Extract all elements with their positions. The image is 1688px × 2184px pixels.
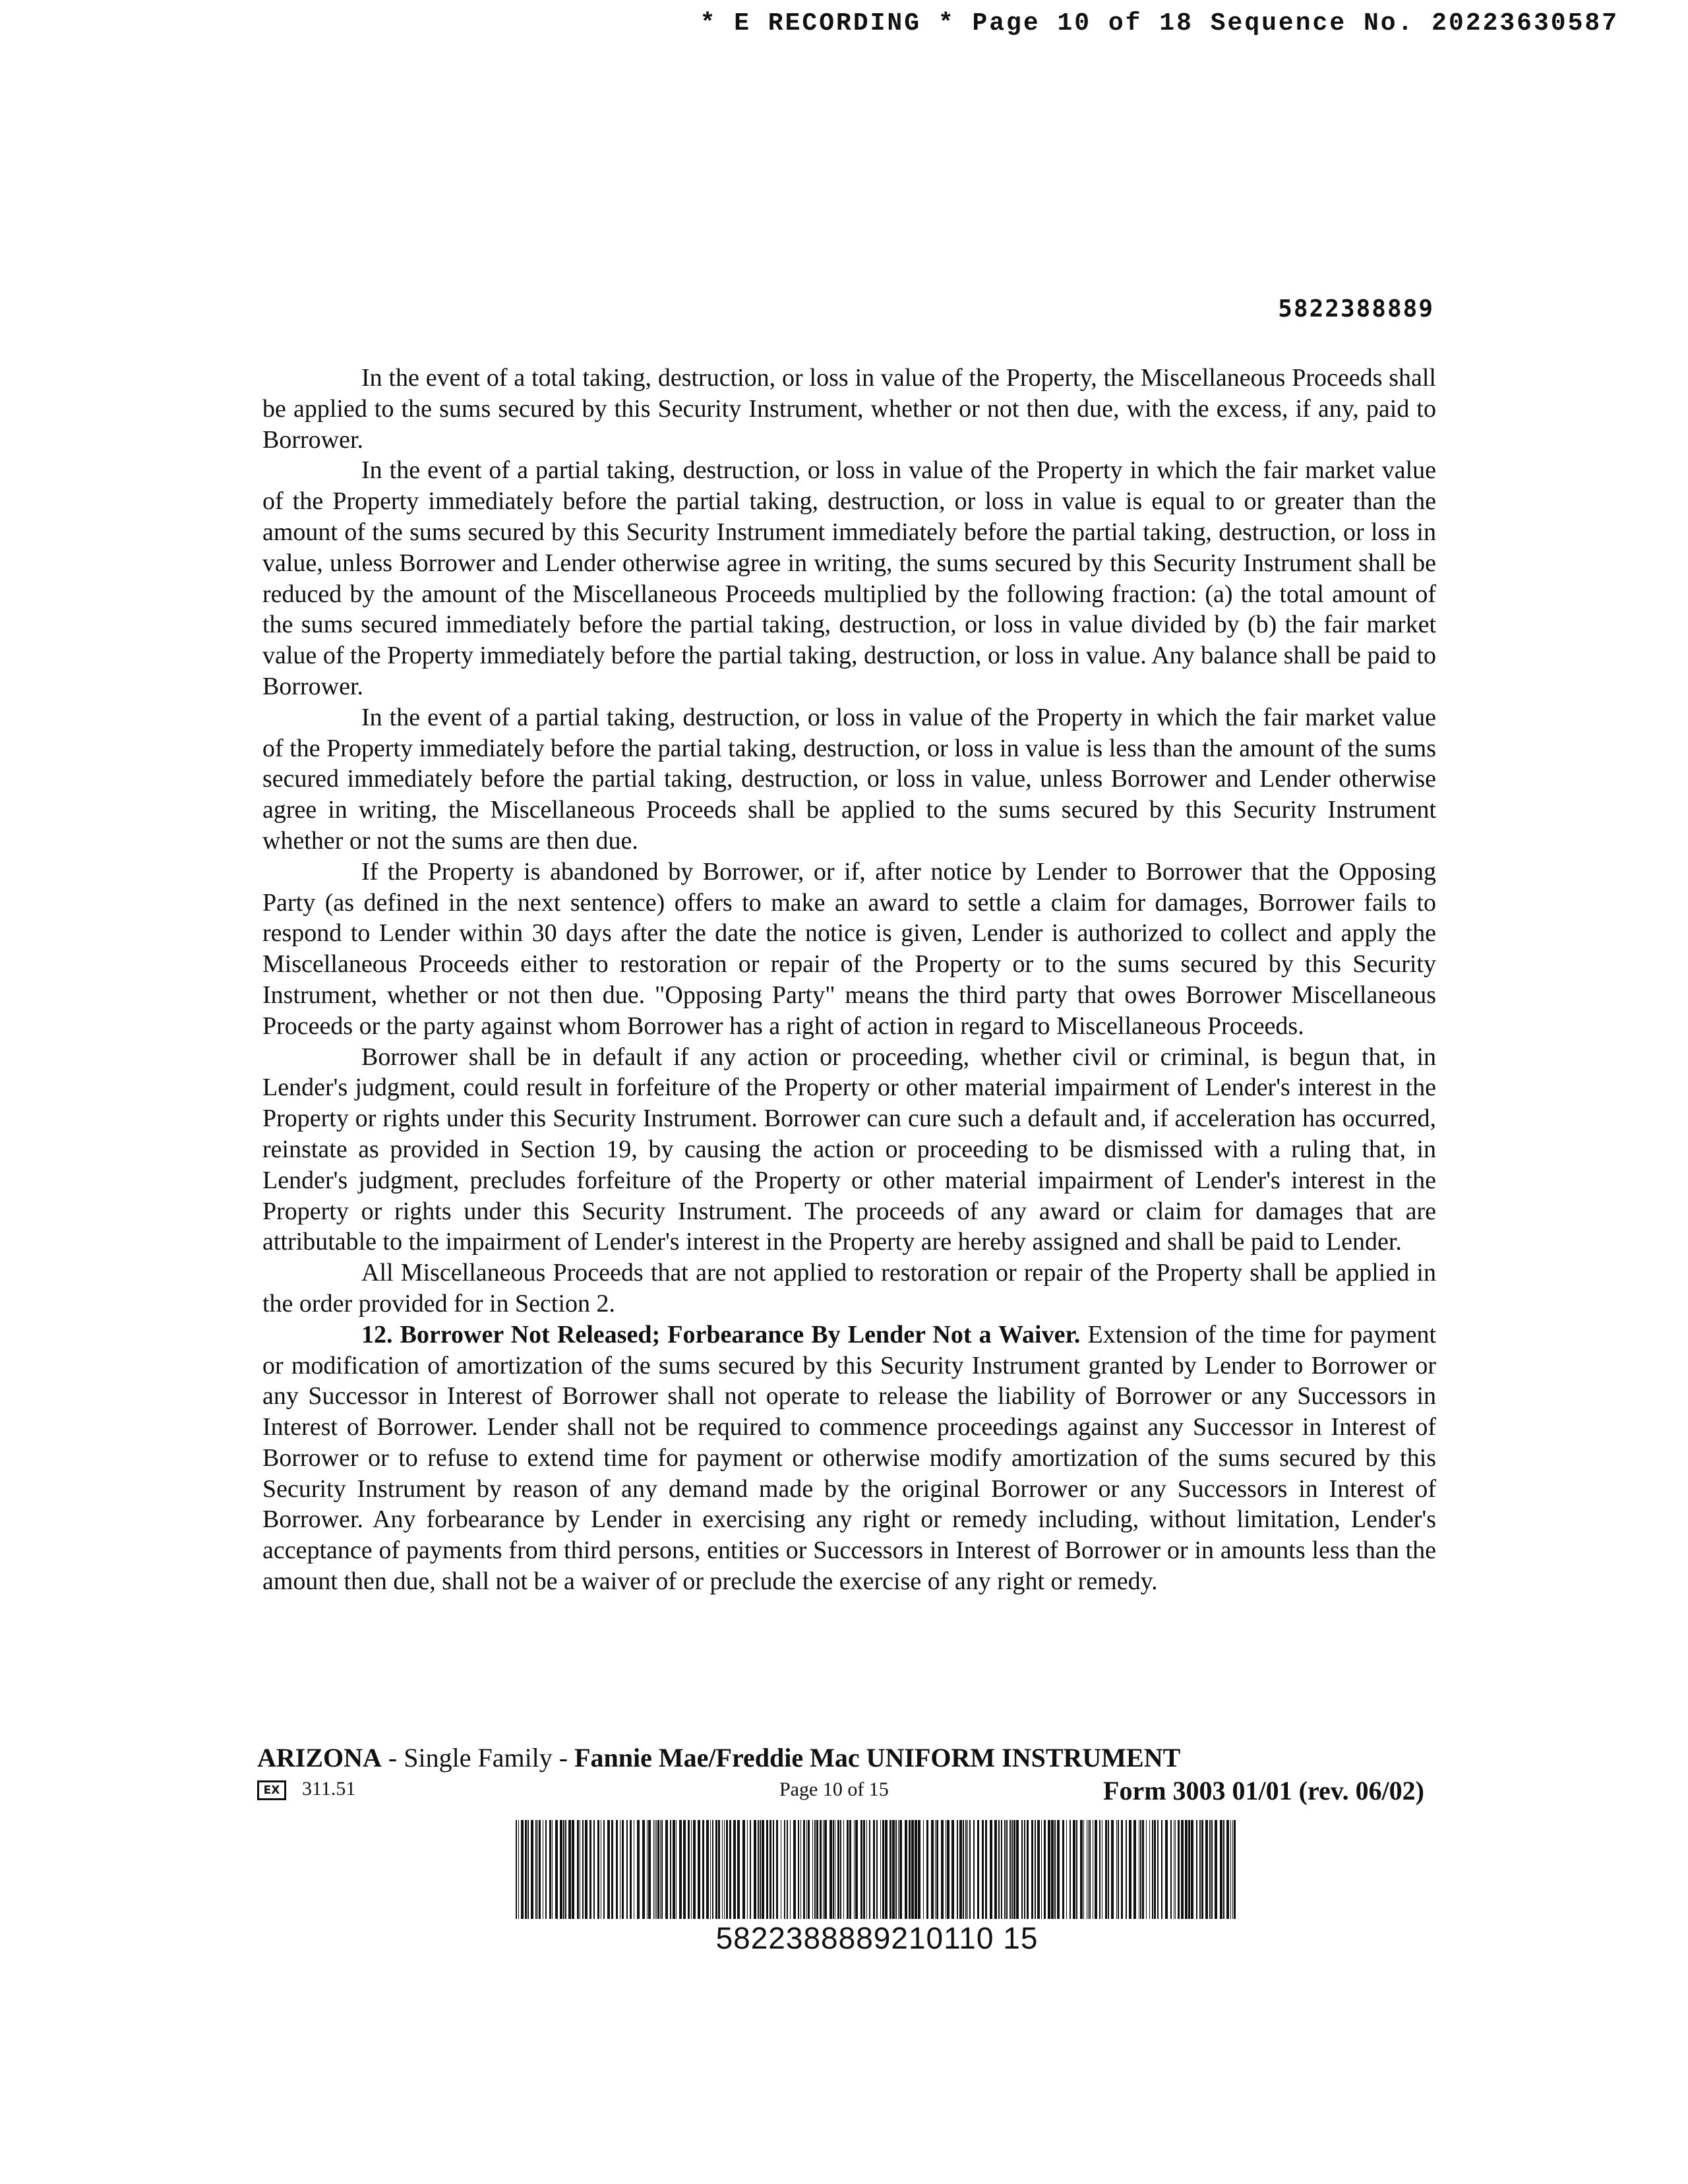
section-12-text: Extension of the time for payment or modification of amortization of the sums secured by this Security Instrument granted by Lender to Borrower or any Successor in Interest of Borrower shall not operate to release the liability of Borrower or any Successors in Interest of Borrower. Lender shall not be required to commence proceedings against any Successor in Interest of Borrower or to refuse to extend time for payment or otherwise modify amortization of the sums secured by this Security Instrument by reason of any demand made by the original Borrower or any Successors in Interest of Borrower. Any forbearance by Lender in exercising any right or remedy including, without limitation, Lender's acceptance of payments from third persons, entities or Successors in Interest of Borrower or in amounts less than the amount then due, shall not be a waiver of or preclude the exercise of any right or remedy.: [262, 1320, 1436, 1596]
barcode-bar: [582, 1820, 584, 1919]
barcode-bar: [926, 1820, 928, 1919]
barcode-bar: [918, 1820, 920, 1919]
barcode-bar: [776, 1820, 778, 1919]
barcode-bar: [1185, 1820, 1188, 1919]
barcode-bar: [911, 1820, 914, 1919]
barcode-bar: [1152, 1820, 1153, 1919]
barcode-bar: [537, 1820, 538, 1919]
barcode-bar: [800, 1820, 801, 1919]
barcode-bar: [648, 1820, 651, 1919]
barcode-bar: [892, 1820, 895, 1919]
barcode-bar: [905, 1820, 907, 1919]
barcode-bar: [630, 1820, 632, 1919]
barcode-bar: [977, 1820, 979, 1919]
barcode-bar: [531, 1820, 533, 1919]
barcode-bar: [525, 1820, 527, 1919]
barcode-bar: [726, 1820, 728, 1919]
barcode-bar: [855, 1820, 858, 1919]
barcode-bar: [814, 1820, 816, 1919]
barcode-bar: [998, 1820, 1000, 1919]
barcode-bar: [729, 1820, 731, 1919]
barcode-bar: [833, 1820, 834, 1919]
barcode-bar: [1201, 1820, 1203, 1919]
barcode-bar: [1175, 1820, 1176, 1919]
barcode-bar: [693, 1820, 696, 1919]
barcode-bar: [585, 1820, 588, 1919]
barcode-bar: [1105, 1820, 1107, 1919]
barcode-bar: [1140, 1820, 1141, 1919]
barcode-bar: [637, 1820, 640, 1919]
barcode-bar: [824, 1820, 827, 1919]
barcode-bar: [1006, 1820, 1008, 1919]
barcode-bar: [1223, 1820, 1224, 1919]
barcode-bar: [1035, 1820, 1036, 1919]
barcode-bar: [1001, 1820, 1002, 1919]
barcode-bar: [642, 1820, 645, 1919]
barcode-bar: [1154, 1820, 1156, 1919]
barcode-bar: [985, 1820, 987, 1919]
barcode-bar: [552, 1820, 553, 1919]
section-12: [262, 1320, 1436, 1597]
barcode-bar: [1209, 1820, 1211, 1919]
barcode-bar: [535, 1820, 537, 1919]
barcode-bar: [766, 1820, 768, 1919]
barcode-bar: [661, 1820, 663, 1919]
barcode-bar: [1111, 1820, 1114, 1919]
barcode-bar: [895, 1820, 897, 1919]
barcode-bar: [656, 1820, 657, 1919]
barcode-bar: [712, 1820, 713, 1919]
barcode-bar: [982, 1820, 984, 1919]
barcode-bar: [1211, 1820, 1213, 1919]
barcode-bar: [607, 1820, 610, 1919]
barcode-bar: [1232, 1820, 1233, 1919]
barcode-bar: [758, 1820, 759, 1919]
barcode-bar: [812, 1820, 813, 1919]
barcode-bar: [869, 1820, 870, 1919]
barcode-bar: [1142, 1820, 1144, 1919]
barcode-bar: [710, 1820, 711, 1919]
barcode-bar: [1215, 1820, 1217, 1919]
barcode-bar: [1088, 1820, 1089, 1919]
barcode-bar: [568, 1820, 571, 1919]
loan-number: 5822388889: [1278, 295, 1434, 322]
barcode-bar: [545, 1820, 547, 1919]
barcode-bar: [1013, 1820, 1015, 1919]
barcode-bar: [622, 1820, 624, 1919]
barcode-bar: [1031, 1820, 1033, 1919]
barcode-bar: [760, 1820, 761, 1919]
footer-title: [257, 1742, 1180, 1773]
barcode-bar: [1126, 1820, 1127, 1919]
barcode-bar: [1021, 1820, 1023, 1919]
barcode-bar: [1010, 1820, 1011, 1919]
paragraph-default-proceeding: Borrower shall be in default if any action or proceeding, whether civil or criminal, is begun that, in Lender's judgment, could result in forfeiture of the Property or other material impairment of Lender's interest in the Property or rights under this Security Instrument. Borrower can cure such a default and, if acceleration has occurred, reinstate as provided in Section 19, by causing the action or proceeding to be dismissed with a ruling that, in Lender's judgment, precludes forfeiture of the Property or other material impairment of Lender's interest in the Property or rights under this Security Instrument. The proceeds of any award or claim for damages that are attributable to the impairment of Lender's interest in the Property are hereby assigned and shall be paid to Lender.: [262, 1043, 1436, 1256]
barcode-bar: [1191, 1820, 1193, 1919]
barcode-bar: [798, 1820, 799, 1919]
barcode-bar: [683, 1820, 686, 1919]
barcode-bar: [936, 1820, 938, 1919]
barcode-bar: [994, 1820, 997, 1919]
barcode-bar: [1178, 1820, 1180, 1919]
barcode-bar: [1027, 1820, 1029, 1919]
barcode-bar: [653, 1820, 654, 1919]
footer-family: - Single Family -: [381, 1743, 575, 1773]
barcode-bar: [555, 1820, 558, 1919]
barcode-bar: [931, 1820, 934, 1919]
barcode-bar: [957, 1820, 958, 1919]
barcode-bar: [754, 1820, 756, 1919]
barcode-bar: [565, 1820, 566, 1919]
barcode-bar: [959, 1820, 962, 1919]
recording-header: * E RECORDING * Page 10 of 18 Sequence No. 20223630587: [700, 9, 1619, 38]
barcode-bar: [843, 1820, 844, 1919]
barcode-bar: [1062, 1820, 1064, 1919]
barcode-bar: [679, 1820, 682, 1919]
barcode-bar: [698, 1820, 700, 1919]
barcode-bar: [863, 1820, 865, 1919]
barcode-bar: [1181, 1820, 1184, 1919]
barcode-bar: [829, 1820, 832, 1919]
barcode-bar: [873, 1820, 875, 1919]
barcode-bar: [1044, 1820, 1046, 1919]
paragraph-partial-taking-less: In the event of a partial taking, destruction, or loss in value of the Property in which the fair market value of the Property immediately before the partial taking, destruction, or loss in value is less than the amount of the sums secured immediately before the partial taking, destruction, or loss in value, unless Borrower and Lender otherwise agree in writing, the Miscellaneous Proceeds shall be applied to the sums secured by this Security Instrument whether or not the sums are then due.: [262, 703, 1436, 855]
barcode-bar: [1054, 1820, 1056, 1919]
barcode-bar: [616, 1820, 618, 1919]
barcode-bar: [676, 1820, 677, 1919]
barcode-bar: [820, 1820, 822, 1919]
barcode-bar: [860, 1820, 862, 1919]
barcode-bar: [1146, 1820, 1147, 1919]
barcode-bar: [572, 1820, 574, 1919]
barcode-bar: [742, 1820, 745, 1919]
barcode-bar: [947, 1820, 950, 1919]
barcode-bar: [1234, 1820, 1236, 1919]
barcode-bar: [706, 1820, 709, 1919]
barcode-bar: [1011, 1820, 1013, 1919]
barcode-bar: [688, 1820, 690, 1919]
paragraph-partial-taking-greater: In the event of a partial taking, destruction, or loss in value of the Property in which the fair market value of the Property immediately before the partial taking, destruction, or loss in value is equal to or greater than the amount of the sums secured by this Security Instrument immediately before the partial taking, destruction, or loss in value, unless Borrower and Lender otherwise agree in writing, the sums secured by this Security Instrument shall be reduced by the amount of the Miscellaneous Proceeds multiplied by the following fraction: (a) the total amount of the sums secured immediately before the partial taking, destruction, or loss in value divided by (b) the fair market value of the Property immediately before the partial taking, destruction, or loss in value. Any balance shall be paid to Borrower.: [262, 456, 1436, 700]
barcode-bar: [1041, 1820, 1042, 1919]
barcode-bar: [1108, 1820, 1109, 1919]
barcode-bar: [899, 1820, 902, 1919]
barcode-bar: [516, 1820, 517, 1919]
paragraph-total-taking: In the event of a total taking, destruction, or loss in value of the Property, the Miscellaneous Proceeds shall be applied to the sums secured by this Security Instrument, whether or not then due, with the excess, if any, paid to Borrower.: [262, 364, 1436, 454]
barcode-bar: [880, 1820, 881, 1919]
barcode-bar: [803, 1820, 805, 1919]
barcode-bar: [1199, 1820, 1201, 1919]
barcode-bar: [1149, 1820, 1150, 1919]
barcode-bar: [915, 1820, 917, 1919]
barcode-bar: [793, 1820, 796, 1919]
barcode-bar: [769, 1820, 771, 1919]
barcode-bar: [626, 1820, 628, 1919]
barcode-bar: [784, 1820, 785, 1919]
barcode-bar: [528, 1820, 529, 1919]
paragraph-miscellaneous-proceeds: All Miscellaneous Proceeds that are not applied to restoration or repair of the Property shall be applied in the order provided for in Section 2.: [262, 1259, 1436, 1318]
barcode-bar: [876, 1820, 878, 1919]
barcode-bar: [1095, 1820, 1097, 1919]
barcode-bar: [1089, 1820, 1091, 1919]
barcode-bar: [1165, 1820, 1168, 1919]
barcode-number: 5822388889210110 15: [715, 1921, 1039, 1955]
barcode-bar: [577, 1820, 579, 1919]
barcode-bar: [718, 1820, 720, 1919]
barcode-bar: [882, 1820, 884, 1919]
barcode-bar: [518, 1820, 519, 1919]
barcode-bar: [885, 1820, 888, 1919]
barcode-bar: [722, 1820, 723, 1919]
barcode-bar: [673, 1820, 675, 1919]
barcode-bar: [1083, 1820, 1084, 1919]
barcode-bar: [670, 1820, 671, 1919]
barcode-bar: [660, 1820, 661, 1919]
barcode-bar: [715, 1820, 717, 1919]
barcode-bar: [1205, 1820, 1208, 1919]
ex-logo: EX: [257, 1780, 286, 1800]
barcode-bar: [563, 1820, 564, 1919]
barcode-bar: [1116, 1820, 1117, 1919]
barcode-bar: [973, 1820, 975, 1919]
barcode-bar: [935, 1820, 936, 1919]
barcode-bar: [733, 1820, 736, 1919]
barcode-bar: [665, 1820, 668, 1919]
barcode-bar: [1170, 1820, 1172, 1919]
barcode-bar: [750, 1820, 751, 1919]
barcode-bar: [1080, 1820, 1083, 1919]
barcode-bar: [539, 1820, 541, 1919]
barcode-bar: [724, 1820, 725, 1919]
barcode-bar: [762, 1820, 764, 1919]
barcode-bar: [603, 1820, 605, 1919]
barcode-bar: [951, 1820, 954, 1919]
page-number: Page 10 of 15: [779, 1778, 889, 1800]
barcode-bar: [941, 1820, 944, 1919]
paragraph-abandoned-property: If the Property is abandoned by Borrower, or if, after notice by Lender to Borrower that the Opposing Party (as defined in the next sentence) offers to make an award to settle a claim for damages, Borrower fails to respond to Lender within 30 days after the date the notice is given, Lender is authorized to collect and apply the Miscellaneous Proceeds either to restoration or repair of the Property or to the sums secured by this Security Instrument, whether or not then due. "Opposing Party" means the third party that owes Borrower Miscellaneous Proceeds or the party against whom Borrower has a right of action in regard to Miscellaneous Proceeds.: [262, 857, 1436, 1040]
barcode-bar: [1220, 1820, 1222, 1919]
barcode-bar: [909, 1820, 911, 1919]
barcode-bar: [806, 1820, 807, 1919]
barcode-bar: [823, 1820, 824, 1919]
barcode-bar: [1133, 1820, 1136, 1919]
barcode-bar: [1118, 1820, 1119, 1919]
barcode-bar: [787, 1820, 788, 1919]
barcode-bar: [1129, 1820, 1131, 1919]
barcode-bar: [1016, 1820, 1019, 1919]
barcode-bar: [773, 1820, 774, 1919]
barcode-bar: [1024, 1820, 1025, 1919]
barcode-bar: [521, 1820, 524, 1919]
barcode-bar: [1051, 1820, 1054, 1919]
barcode-bar: [1161, 1820, 1162, 1919]
footer-row: [257, 1775, 1424, 1808]
barcode-bar: [837, 1820, 839, 1919]
barcode-bar: [963, 1820, 964, 1919]
barcode-bar: [965, 1820, 967, 1919]
barcode-bar: [790, 1820, 791, 1919]
document-body: [262, 363, 1436, 1597]
barcode-bar: [990, 1820, 992, 1919]
barcode-bar: [691, 1820, 692, 1919]
footer-instrument: Fannie Mae/Freddie Mac UNIFORM INSTRUMENT: [574, 1743, 1181, 1773]
barcode-bar: [560, 1820, 562, 1919]
barcode-bar: [1048, 1820, 1050, 1919]
barcode-bar: [702, 1820, 704, 1919]
barcode-bar: [969, 1820, 971, 1919]
barcode-bar: [589, 1820, 591, 1919]
barcode-bar: [808, 1820, 810, 1919]
barcode-bar: [549, 1820, 551, 1919]
barcode-bar: [1066, 1820, 1067, 1919]
barcode-bar: [967, 1820, 968, 1919]
barcode-bar: [866, 1820, 867, 1919]
barcode-bar: [898, 1820, 899, 1919]
section-12-heading: 12. Borrower Not Released; Forbearance By Lender Not a Waiver.: [361, 1320, 1081, 1349]
barcode-bar: [840, 1820, 841, 1919]
barcode: [516, 1820, 1238, 1919]
barcode-bar: [923, 1820, 924, 1919]
barcode-bar: [737, 1820, 740, 1919]
form-code: 311.51: [302, 1778, 356, 1800]
barcode-bar: [1004, 1820, 1006, 1919]
barcode-bar: [1121, 1820, 1123, 1919]
barcode-bar: [611, 1820, 613, 1919]
barcode-bar: [1076, 1820, 1077, 1919]
barcode-bar: [854, 1820, 855, 1919]
barcode-bar: [747, 1820, 748, 1919]
footer-state: ARIZONA: [257, 1743, 382, 1773]
barcode-bar: [1230, 1820, 1231, 1919]
barcode-bar: [816, 1820, 818, 1919]
form-number: Form 3003 01/01 (rev. 06/02): [1103, 1776, 1424, 1805]
barcode-bar: [849, 1820, 851, 1919]
barcode-bar: [1157, 1820, 1159, 1919]
barcode-bar: [1073, 1820, 1075, 1919]
barcode-bar: [1099, 1820, 1100, 1919]
barcode-bar: [657, 1820, 659, 1919]
barcode-bar: [847, 1820, 849, 1919]
barcode-bar: [1188, 1820, 1190, 1919]
barcode-bar: [597, 1820, 599, 1919]
barcode-bar: [889, 1820, 891, 1919]
barcode-bar: [1057, 1820, 1060, 1919]
barcode-bar: [1037, 1820, 1040, 1919]
barcode-bar: [1070, 1820, 1071, 1919]
barcode-bar: [1226, 1820, 1229, 1919]
barcode-bar: [593, 1820, 595, 1919]
barcode-bar: [1196, 1820, 1197, 1919]
barcode-bar: [647, 1820, 648, 1919]
